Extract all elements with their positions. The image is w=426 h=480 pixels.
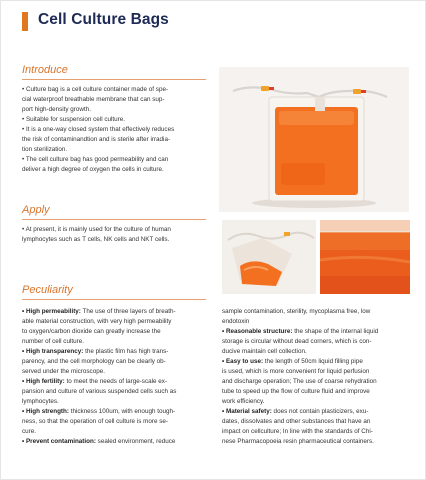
title-accent-bar <box>22 12 28 31</box>
peculiarity-line: storage is circular without dead corners, which is con- <box>222 338 372 345</box>
peculiarity-right-column <box>222 307 414 447</box>
peculiarity-line: • Prevent contamination: sealed environment, reduce <box>22 438 176 445</box>
apply-rule <box>22 219 206 220</box>
peculiarity-line: lymphocytes. <box>22 398 59 405</box>
peculiarity-line: tube to speed up the flow of culture fluid and improve <box>222 388 370 395</box>
bag-closeup-photo <box>320 220 410 294</box>
peculiarity-line: impact on cellculture; In line with the standards of Chi- <box>222 428 373 435</box>
peculiarity-rule <box>22 299 206 300</box>
peculiarity-line: to oxygen/carbon dioxide can greatly increase the <box>22 328 161 335</box>
peculiarity-line: cure. <box>22 428 36 435</box>
peculiarity-line: • Reasonable structure: the shape of the internal liquid <box>222 328 379 335</box>
peculiarity-line: • Material safety: does not contain plasticizers, exu- <box>222 408 369 415</box>
peculiarity-line: • High fertility: to meet the needs of large-scale ex- <box>22 378 168 385</box>
peculiarity-line: • High permeability: The use of three layers of breath- <box>22 308 176 315</box>
culture-bag-photo <box>219 67 409 212</box>
introduce-line: port high-density growth. <box>22 106 91 113</box>
introduce-text <box>22 85 212 175</box>
peculiarity-line: number of cell culture. <box>22 338 84 345</box>
peculiarity-line: sample contamination, sterility, mycoplasma free, low <box>222 308 371 315</box>
peculiarity-line: and discharge operation; The use of coarse rehydration <box>222 378 377 385</box>
bag-handling-photo <box>222 220 316 294</box>
peculiarity-line: ness, so that the operation of cell culture is more se- <box>22 418 168 425</box>
peculiarity-heading: Peculiarity <box>22 284 73 296</box>
peculiarity-line: able material construction, with very high permeability <box>22 318 172 325</box>
introduce-heading: Introduce <box>22 64 68 76</box>
peculiarity-line: endotoxin <box>222 318 250 325</box>
peculiarity-line: • Easy to use: the length of 50cm liquid filling pipe <box>222 358 363 365</box>
peculiarity-line: is used, which is more convenient for liquid perfusion <box>222 368 370 375</box>
peculiarity-line: dates, dissolvates and other substances that have an <box>222 418 371 425</box>
introduce-line: cial waterproof breathable membrane that can sup- <box>22 96 165 103</box>
introduce-line: the risk of contaminandtion and is sterile after irradia- <box>22 136 171 143</box>
peculiarity-line: parency, and the cell morphology can be clearly ob- <box>22 358 166 365</box>
introduce-line: tion sterilization. <box>22 146 68 153</box>
peculiarity-line: pansion and culture of various suspended cells such as <box>22 388 177 395</box>
peculiarity-left-column <box>22 307 214 447</box>
apply-line: lymphocytes such as T cells, NK cells and NKT cells. <box>22 236 170 243</box>
peculiarity-line: ducive maintain cell collection. <box>222 348 307 355</box>
peculiarity-line: work efficiency. <box>222 398 265 405</box>
introduce-line: • Culture bag is a cell culture container made of spe- <box>22 86 169 93</box>
introduce-line: deliver a high degree of oxygen the cells in culture. <box>22 166 164 173</box>
peculiarity-line: • High strength: thickness 100um, with enough tough- <box>22 408 176 415</box>
introduce-line: • The cell culture bag has good permeability and can <box>22 156 169 163</box>
apply-text <box>22 225 212 245</box>
apply-heading: Apply <box>22 204 50 216</box>
apply-line: • At present, it is mainly used for the culture of human <box>22 226 171 233</box>
peculiarity-line: served under the microscope. <box>22 368 105 375</box>
page-title: Cell Culture Bags <box>38 11 169 28</box>
introduce-line: • Suitable for suspension cell culture. <box>22 116 126 123</box>
peculiarity-line: nese Pharmacopoeia resin pharmaceutical containers. <box>222 438 374 445</box>
peculiarity-line: • High transparency: the plastic film has high trans- <box>22 348 169 355</box>
introduce-rule <box>22 79 206 80</box>
introduce-line: • It is a one-way closed system that effectively reduces <box>22 126 175 133</box>
